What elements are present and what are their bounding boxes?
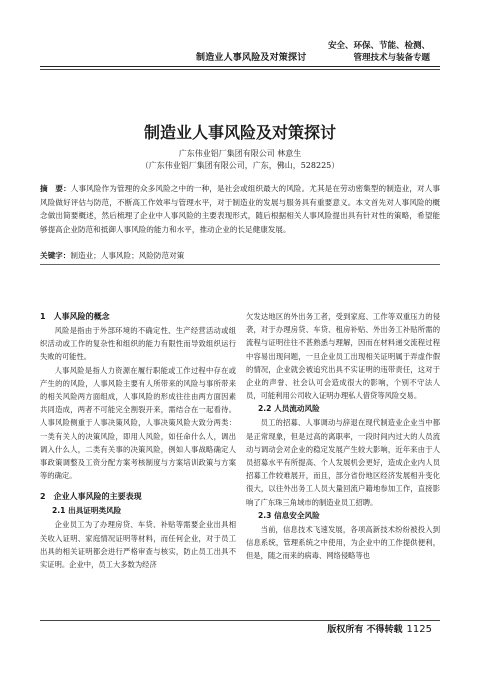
header-rule [40, 66, 440, 67]
article-author: 广东伟业铝厂集团有限公司 林意生 [178, 149, 302, 158]
abstract [40, 182, 440, 237]
right-column [246, 310, 440, 562]
page-number: 1125 [406, 624, 432, 635]
left-column [40, 310, 236, 571]
paragraph: 人事风险是指人力资源在履行职能或工作过程中存在或产生的的风险，人事风险主要有人所带来的风险与事所带来的相关风险两方面组成，人事风险的形成往往由两方面因素共同造成，两者不可能完全割裂开来，需结合在一起看待。人事风险侧重于人事决策风险，人事决策风险大致分两类：一类有关人的决策风险，即用人风险，如任命什么人，调出调入什么人，二类有关事的决策风险，例如人事战略确定人事政策调整及工资分配方案考核制度与方案培训政策与方案等的确定。 [40, 365, 236, 481]
paragraph: 欠发达地区的外出务工者，受到家庭、工作等双重压力的侵袭，对于办理房贷、车贷、租房补贴、外出务工补贴所需的流程与证明往往不甚熟悉与理解，因而在材料递交流程过程中容易出现问题，一旦企业员工出现相关证明属于弄虚作假的情况，企业就会被追究出具不实证明的违带责任，这对于企业的声誉、社会认可会造成很大的影响，个别不守法人员，可能利用公司收入证明办理私人借贷等风险交易。 [246, 312, 440, 401]
section-line-1: 安全、环保、节能、检测、 [327, 41, 430, 51]
subsection-heading-2-3: 2.3 信息安全风险 [258, 510, 320, 520]
paragraph: 风险是指由于外部环境的不确定性、生产经营活动或组织活动或工作的复杂性和组织的能力有限性而导致组织运行失败的可能性。 [40, 326, 236, 362]
section-heading-1: 1 人事风险的概念 [40, 312, 110, 321]
paragraph: 企业员工为了办理房贷、车贷、补贴等需要企业出具相关收入证明、家庭情况证明等材料，而任何企业，对于员工出具的相关证明都会进行严格审查与核实，防止员工出具不实证明。企业中，员工大多数为经济 [40, 520, 236, 570]
paragraph: 员工的招募、人事调动与辞退在现代制造业企业当中都是正常现象，但是过高的离职率，一段时间内过大的人员流动与调动会对企业的稳定发展产生较大影响，近年来由于人员招募水平有所提高、个人发展机会更好，造成企业内人员招募工作较难展开，而且，部分省份地区经济发展相升变化很大，以往外出务工人员大量回流户籍地参加工作，直接影响了广东珠三角域市的制造业员工招聘。 [246, 418, 440, 507]
keywords [40, 250, 440, 261]
abstract-text: 人事风险作为管理的众多风险之中的一种，是社会或组织最大的风险。尤其是在劳动密集型的制造业，对人事风险做好评估与防范，不断高工作效率与管理水平，对于制造业的发展与服务具有重要意义。本文首先对人事风险的概念做出简要概述，然后梳理了企业中人事风险的主要表现形式，随后根据相关人事风险提出具有针对性的策略，希望能够提高企业防范和抵御人事风险的能力和水平，推动企业的长足健康发展。 [40, 184, 440, 235]
running-header-section [328, 40, 430, 64]
copyright-notice: 版权所有 不得转载 [327, 625, 403, 635]
keywords-rule [40, 264, 440, 265]
page-footer [327, 622, 432, 635]
keywords-text: 制造业；人事风险；风险防范对策 [70, 251, 185, 260]
abstract-label: 摘 要： [40, 184, 71, 193]
subsection-heading-2-1: 2.1 出具证明类风险 [52, 506, 122, 516]
subsection-heading-2-2: 2.2 人员流动风险 [258, 404, 320, 414]
section-line-2: 管理技术与装备专题 [353, 53, 430, 63]
article-title: 制造业人事风险及对策探讨 [143, 123, 336, 142]
section-heading-2: 2 企业人事风险的主要表现 [40, 492, 142, 502]
footer-rule [40, 620, 440, 621]
keywords-label: 关键字： [40, 251, 71, 260]
article-affiliation: （广东伟业铝厂集团有限公司，广东，佛山，528225） [140, 161, 340, 170]
header-rule-thin [40, 69, 440, 70]
paragraph: 当前，信息技术飞速发展，各项高新技术纷纷被投入到信息系统，管理系统之中使用，为企业中的工作提供便利，但是，随之而来的病毒、网络侵略等也 [246, 524, 440, 561]
running-header-title: 制造业人事风险及对策探讨 [196, 53, 307, 63]
